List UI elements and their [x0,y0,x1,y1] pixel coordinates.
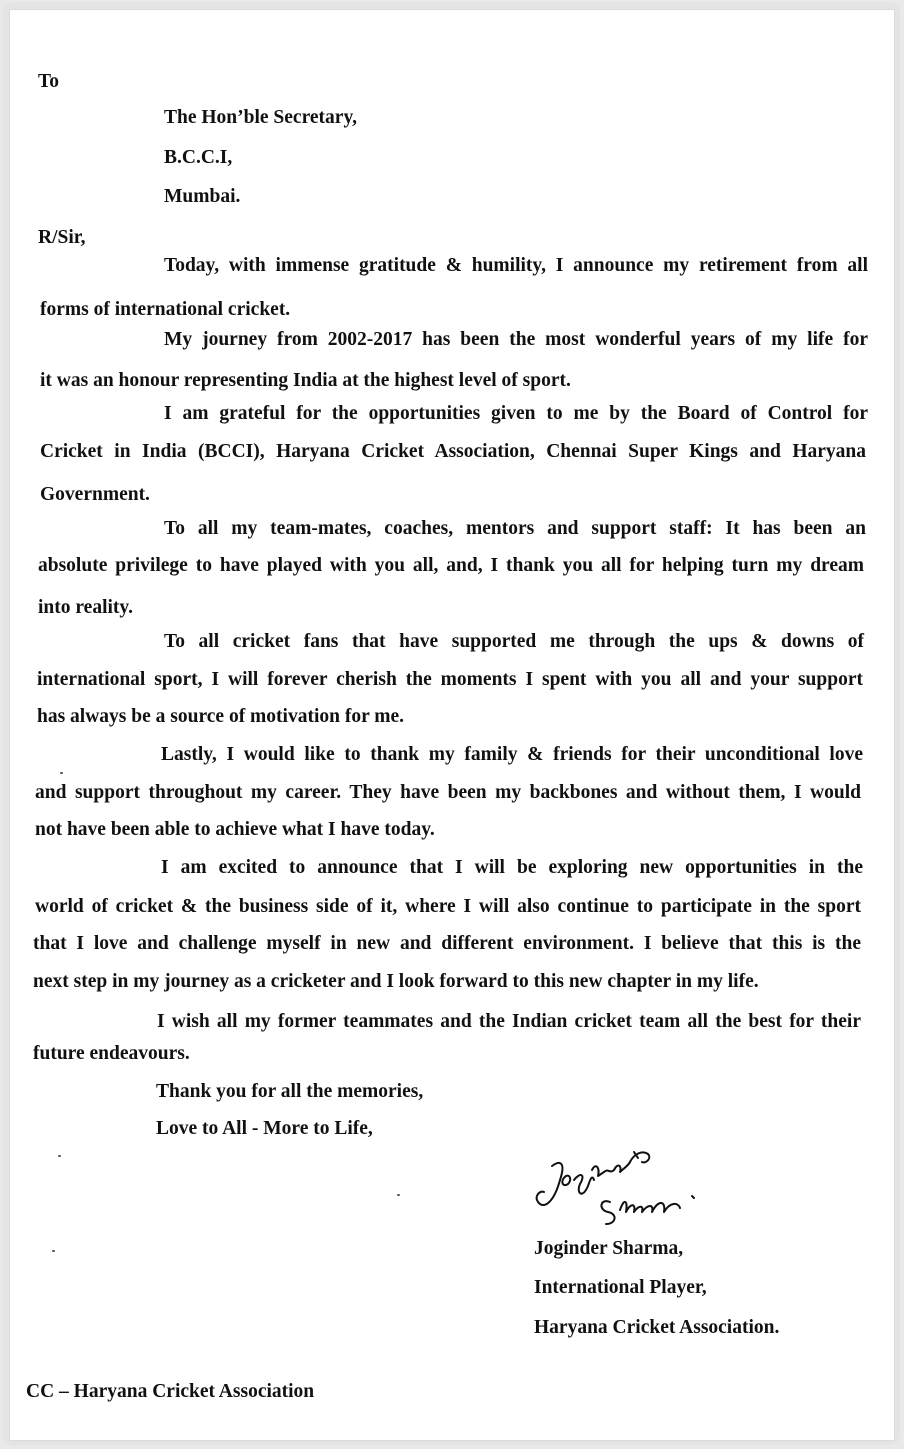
scan-speck [58,1155,61,1157]
address-line-city: Mumbai. [164,186,241,207]
paragraph-7-line-1: I am excited to announce that I will be exploring new opportunities in the [161,857,863,878]
paragraph-7-line-2: world of cricket & the business side of it, where I will also continue to participate in the sport [35,896,861,917]
paragraph-4-line-3: into reality. [38,597,133,618]
paragraph-1-line-2: forms of international cricket. [40,299,291,320]
paragraph-3-line-3: Government. [40,484,150,505]
signer-organization: Haryana Cricket Association. [534,1317,780,1338]
address-line-bcci: B.C.C.I, [164,147,233,168]
closing-line-1: Thank you for all the memories, [156,1081,424,1102]
paragraph-8-line-2: future endeavours. [33,1043,190,1064]
paragraph-5-line-2: international sport, I will forever cherish the moments I spent with you all and your support [37,669,863,690]
salutation-to: To [38,71,59,92]
paragraph-3-line-1: I am grateful for the opportunities given to me by the Board of Control for [164,403,868,424]
cc-line: CC – Haryana Cricket Association [26,1381,315,1402]
paragraph-4-line-2: absolute privilege to have played with you all, and, I thank you all for helping turn my dream [38,555,864,576]
paragraph-1-line-1: Today, with immense gratitude & humility, I announce my retirement from all [164,255,868,276]
signer-title: International Player, [534,1277,707,1298]
paragraph-6-line-2: and support throughout my career. They have been my backbones and without them, I would [35,782,861,803]
greeting: R/Sir, [38,227,86,248]
paragraph-2-line-2: it was an honour representing India at the highest level of sport. [40,370,571,391]
paragraph-4-line-1: To all my team-mates, coaches, mentors and support staff: It has been an [164,518,866,539]
paragraph-6-line-3: not have been able to achieve what I have today. [35,819,435,840]
paragraph-2-line-1: My journey from 2002-2017 has been the most wonderful years of my life for [164,329,868,350]
scan-speck [52,1250,55,1252]
scan-speck [397,1194,400,1196]
paragraph-6-line-1: Lastly, I would like to thank my family & friends for their unconditional love [161,744,863,765]
paragraph-8-line-1: I wish all my former teammates and the Indian cricket team all the best for their [157,1011,861,1032]
handwritten-signature [530,1140,730,1240]
scan-speck [60,772,63,774]
paragraph-5-line-1: To all cricket fans that have supported me through the ups & downs of [164,631,864,652]
paragraph-5-line-3: has always be a source of motivation for me. [37,706,405,727]
paragraph-7-line-3: that I love and challenge myself in new and different environment. I believe that this is the [33,933,861,954]
signer-name: Joginder Sharma, [534,1238,684,1259]
closing-line-2: Love to All - More to Life, [156,1118,373,1139]
paragraph-7-line-4: next step in my journey as a cricketer and I look forward to this new chapter in my life. [33,971,759,992]
address-line-secretary: The Hon’ble Secretary, [164,107,357,128]
paragraph-3-line-2: Cricket in India (BCCI), Haryana Cricket Association, Chennai Super Kings and Haryana [40,441,866,462]
